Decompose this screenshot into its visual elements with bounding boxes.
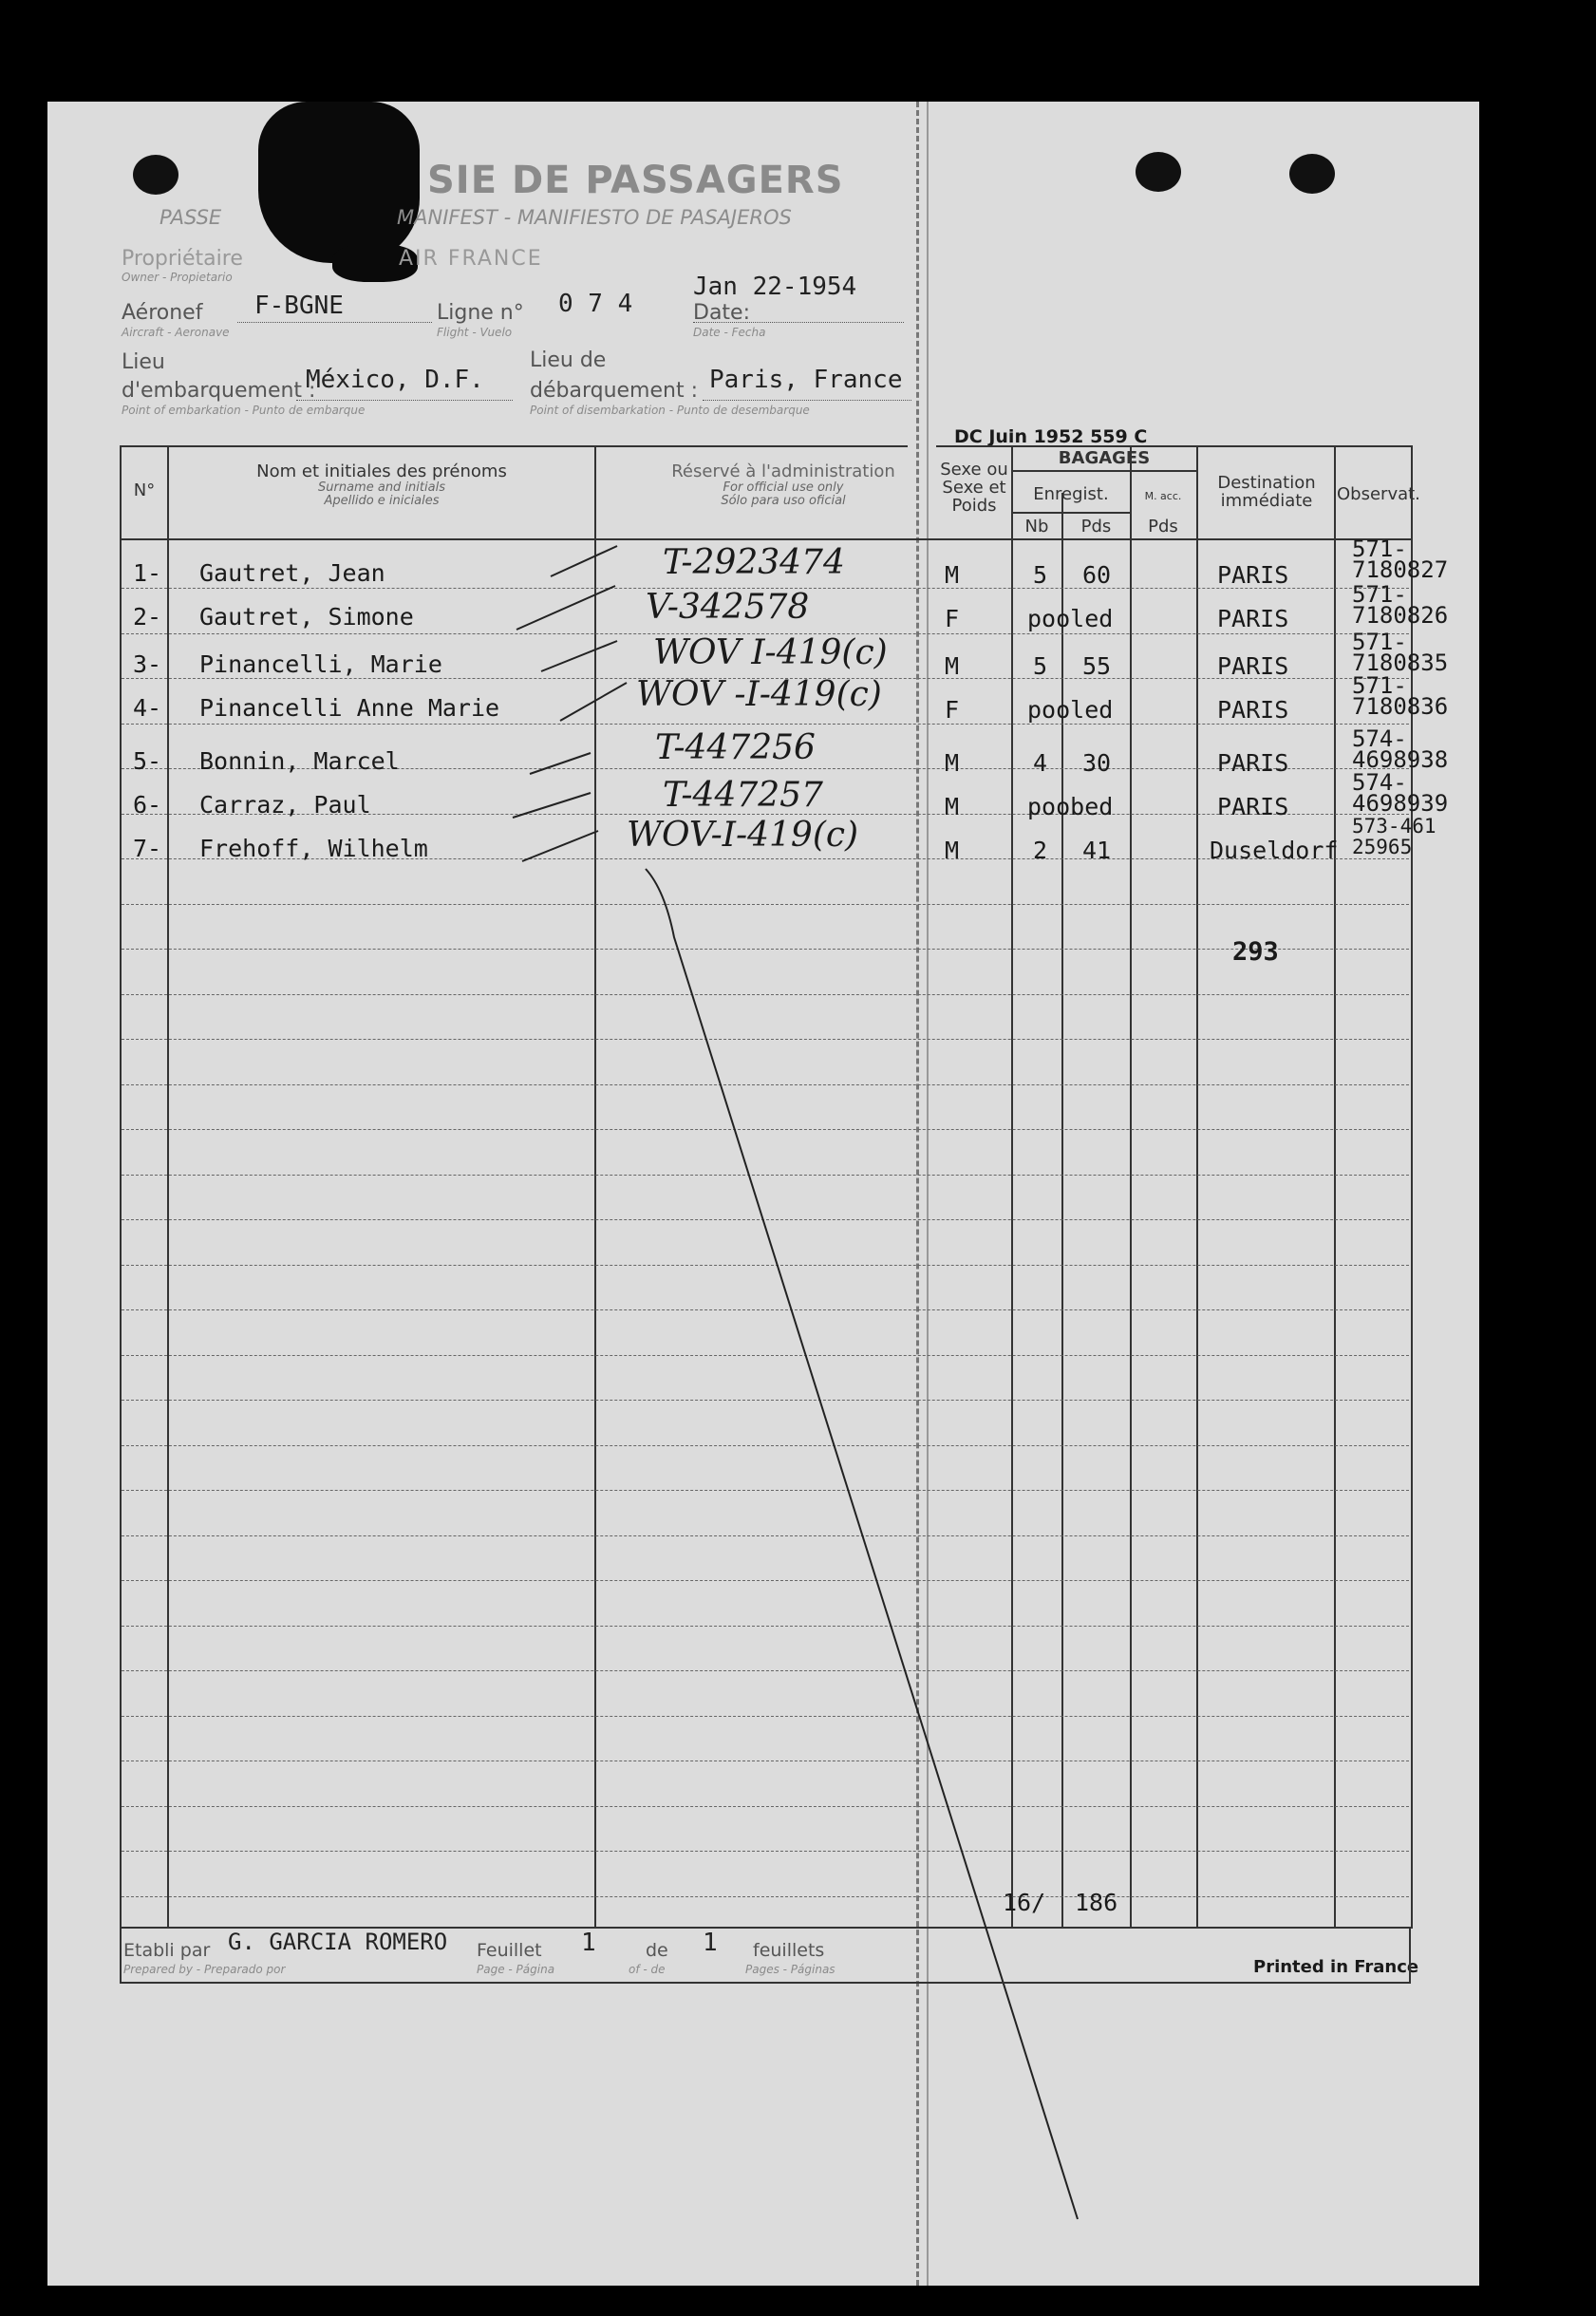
header-nb: Nb [1024, 517, 1049, 537]
header-baggage: BAGAGES [1058, 448, 1151, 468]
ruled-line [122, 949, 1409, 950]
header-admin-en: For official use only [723, 480, 844, 495]
prepared-sub: Prepared by - Preparado por [123, 1963, 286, 1976]
header-destination: Destination immédiate [1217, 473, 1316, 511]
embark-label-1: Lieu [122, 350, 165, 374]
row-pds: 55 [1082, 652, 1112, 680]
total-nb: 16/ [1003, 1889, 1046, 1916]
row-sex: F [945, 696, 960, 724]
row-name: Bonnin, Marcel [199, 747, 400, 775]
aircraft-value: F-BGNE [254, 292, 344, 320]
ruled-line [122, 1309, 1409, 1310]
ruled-line [122, 1670, 1409, 1671]
header-name-es: Apellido e iniciales [324, 494, 440, 508]
row-dest: PARIS [1217, 605, 1289, 632]
pages-sub: Pages - Páginas [745, 1963, 836, 1976]
ruled-line [122, 1265, 1409, 1266]
header-bottom-line [120, 538, 1411, 540]
owner-value: AIR FRANCE [399, 247, 543, 271]
ruled-line [122, 1219, 1409, 1220]
total-note: 293 [1232, 937, 1279, 967]
col-sep [167, 445, 169, 1929]
row-admin: WOV I-419(c) [653, 633, 888, 672]
header-observations: Observat. [1337, 484, 1420, 504]
row-dest: PARIS [1217, 696, 1289, 724]
row-sex: F [945, 605, 960, 632]
row-nb: 5 [1033, 561, 1048, 589]
row-admin: T-447256 [655, 728, 816, 767]
flight-label: Ligne n° [437, 301, 524, 325]
ruled-line [122, 904, 1409, 905]
row-name: Pinancelli, Marie [199, 650, 442, 678]
ruled-line [122, 1355, 1409, 1356]
ruled-line [122, 1084, 1409, 1085]
ruled-line [122, 1445, 1409, 1446]
ruled-line [122, 1626, 1409, 1627]
total-pds: 186 [1075, 1889, 1118, 1916]
footer-line [120, 1982, 1411, 1984]
ruled-line [122, 1851, 1409, 1852]
header-hand-baggage: M. acc. [1144, 490, 1182, 502]
row-admin: T-2923474 [663, 543, 845, 582]
row-sex: M [945, 793, 960, 820]
owner-sub: Owner - Propietario [122, 271, 233, 284]
aircraft-underline [237, 322, 432, 323]
row-admin: T-447257 [663, 776, 823, 815]
baggage-header-line [1011, 512, 1130, 514]
sheets-label: feuillets [753, 1940, 825, 1961]
ruled-line [122, 1535, 1409, 1536]
col-sep [1196, 445, 1198, 1929]
of-label: de [646, 1940, 668, 1961]
row-sex: M [945, 561, 960, 589]
col-sep [1334, 445, 1336, 1929]
row-obs: 574- 4698939 [1352, 769, 1449, 817]
table-top-line-right [936, 445, 1411, 447]
ruled-line [122, 1490, 1409, 1491]
date-underline [693, 322, 904, 323]
disembark-sub: Point of disembarkation - Punto de desembarque [530, 404, 810, 417]
row-dest: PARIS [1217, 793, 1289, 820]
date-value: Jan 22-1954 [693, 273, 857, 301]
ruled-line [122, 1129, 1409, 1130]
row-dest: Duseldorf [1210, 837, 1339, 864]
row-name: Pinancelli Anne Marie [199, 694, 500, 722]
header-admin: Réservé à l'administration [671, 461, 895, 481]
row-obs: 573-461 25965 [1352, 815, 1436, 858]
row-name: Frehoff, Wilhelm [199, 835, 428, 862]
embark-sub: Point of embarkation - Punto de embarque [122, 404, 366, 417]
header-registered: Enregist. [1033, 484, 1109, 504]
row-nb: 4 [1033, 749, 1048, 777]
row-obs: 571- 7180835 [1352, 629, 1449, 676]
row-no: 5- [133, 747, 162, 775]
row-name: Gautret, Simone [199, 603, 414, 631]
header-pds: Pds [1080, 517, 1112, 537]
punch-hole [1289, 154, 1335, 194]
row-pds: 30 [1082, 749, 1112, 777]
row-admin: WOV -I-419(c) [636, 675, 882, 714]
ruled-line [122, 724, 1409, 725]
row-obs: 571- 7180826 [1352, 581, 1449, 629]
row-name: Carraz, Paul [199, 791, 371, 819]
aircraft-sub: Aircraft - Aeronave [122, 326, 230, 339]
row-pds: 41 [1082, 837, 1112, 864]
punch-hole [1136, 152, 1181, 192]
flight-sub: Flight - Vuelo [437, 326, 513, 339]
baggage-header-line [1011, 470, 1196, 472]
footer-left [120, 1927, 122, 1982]
ruled-line [122, 1806, 1409, 1807]
disembark-label-2: débarquement : [530, 379, 698, 403]
disembark-label-1: Lieu de [530, 348, 607, 372]
flight-value: 0 7 4 [558, 290, 633, 318]
row-no: 3- [133, 650, 162, 678]
ruled-line [122, 1896, 1409, 1897]
ruled-line [122, 1400, 1409, 1401]
manifest-sheet [47, 102, 1479, 2286]
row-obs: 571- 7180827 [1352, 536, 1449, 583]
date-sub: Date - Fecha [693, 326, 766, 339]
prepared-label: Etabli par [123, 1940, 211, 1961]
row-obs: 574- 4698938 [1352, 725, 1449, 773]
disembark-value: Paris, France [709, 366, 903, 394]
row-no: 4- [133, 694, 162, 722]
row-nb: 5 [1033, 652, 1048, 680]
ruled-line [122, 1175, 1409, 1176]
redaction-blot [258, 102, 420, 263]
row-no: 7- [133, 835, 162, 862]
header-admin-es: Sólo para uso oficial [721, 494, 846, 508]
row-no: 2- [133, 603, 162, 631]
row-pooled: pooled [1027, 605, 1114, 632]
row-pooled: pooled [1027, 696, 1114, 724]
embark-underline [296, 400, 513, 401]
header-no: N° [133, 480, 156, 500]
row-admin: V-342578 [646, 588, 810, 627]
prepared-value: G. GARCIA ROMERO [228, 1929, 448, 1955]
date-label: Date: [693, 301, 750, 325]
printed-in-france: Printed in France [1253, 1957, 1419, 1977]
owner-label: Propriétaire [122, 247, 243, 271]
row-dest: PARIS [1217, 652, 1289, 680]
row-dest: PARIS [1217, 561, 1289, 589]
row-nb: 2 [1033, 837, 1048, 864]
form-code: DC Juin 1952 559 C [954, 426, 1148, 447]
sheet-value: 1 [581, 1929, 596, 1957]
header-name: Nom et initiales des prénoms [256, 461, 507, 481]
row-dest: PARIS [1217, 749, 1289, 777]
col-sep [1011, 445, 1013, 1929]
aircraft-label: Aéronef [122, 301, 203, 325]
embark-value: México, D.F. [306, 366, 484, 394]
header-sex: Sexe ou Sexe et Poids [940, 460, 1008, 516]
header-name-en: Surname and initials [318, 480, 445, 495]
manifest-subtitle: MANIFEST - MANIFIESTO DE PASAJEROS [397, 206, 792, 229]
row-sex: M [945, 652, 960, 680]
ruled-line [122, 1039, 1409, 1040]
row-no: 6- [133, 791, 162, 819]
row-admin: WOV-I-419(c) [627, 816, 859, 855]
row-pds: 60 [1082, 561, 1112, 589]
manifest-title: SIE DE PASSAGERS [427, 159, 844, 202]
ruled-line [122, 1580, 1409, 1581]
footer-right [1409, 1927, 1411, 1982]
sheet-label: Feuillet [477, 1940, 542, 1961]
col-sep [1130, 445, 1132, 1929]
page-sub: Page - Página [477, 1963, 555, 1976]
row-no: 1- [133, 559, 162, 587]
of-sub: of - de [629, 1963, 666, 1976]
manifest-subtitle-prefix: PASSE [160, 206, 222, 229]
embark-label-2: d'embarquement : [122, 379, 316, 403]
col-sep [594, 445, 596, 1929]
ruled-line [122, 1716, 1409, 1717]
row-pooled: poobed [1027, 793, 1114, 820]
table-top-line [120, 445, 908, 447]
disembark-underline [703, 400, 911, 401]
punch-hole [133, 155, 178, 195]
ruled-line [122, 994, 1409, 995]
row-name: Gautret, Jean [199, 559, 385, 587]
row-obs: 571- 7180836 [1352, 672, 1449, 720]
of-value: 1 [703, 1929, 718, 1957]
row-sex: M [945, 837, 960, 864]
header-pds2: Pds [1148, 517, 1178, 537]
row-sex: M [945, 749, 960, 777]
